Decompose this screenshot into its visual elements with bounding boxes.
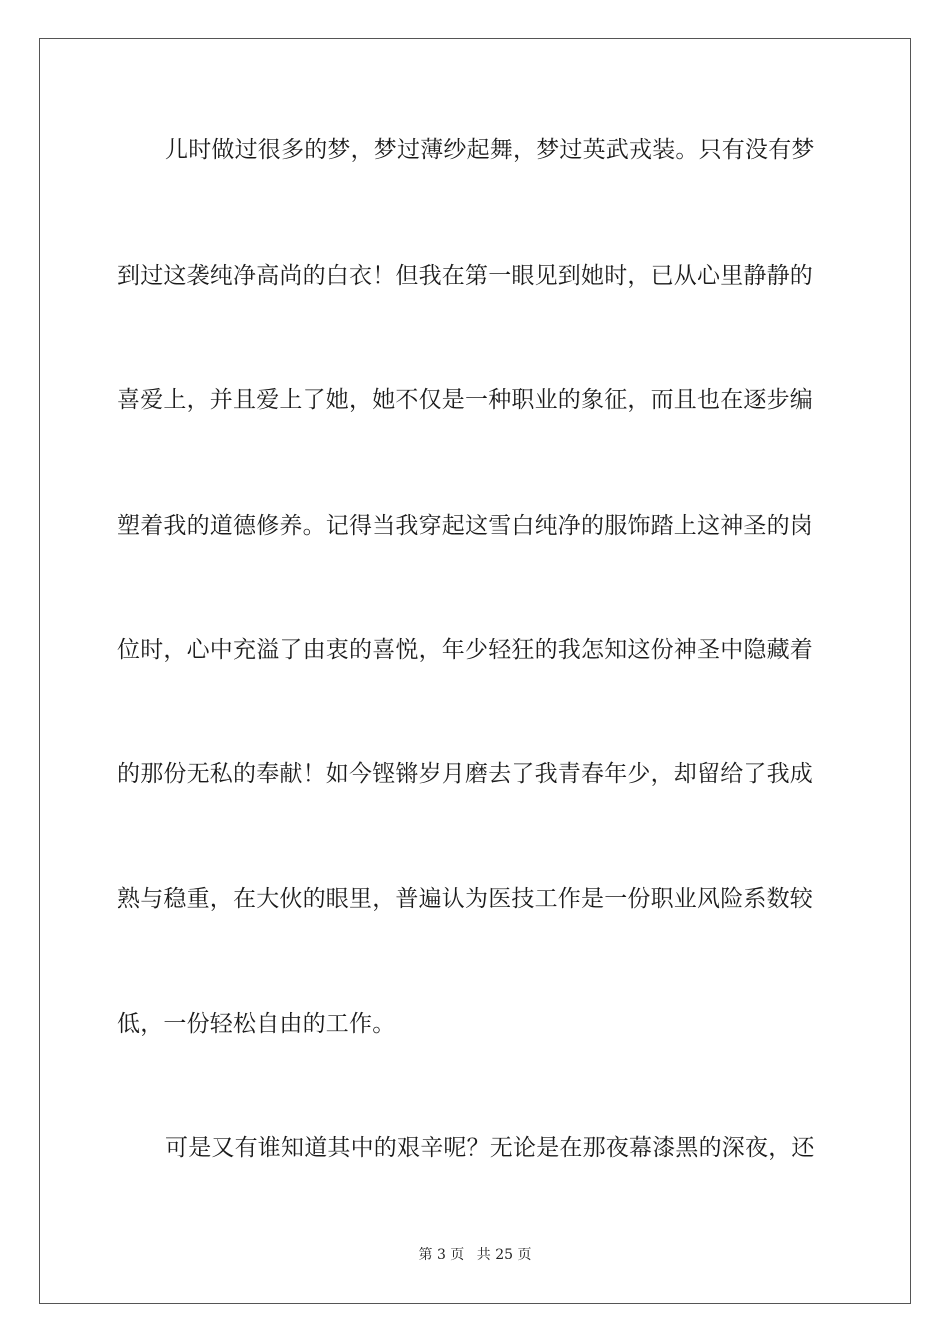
- text-line: 儿时做过很多的梦，梦过薄纱起舞，梦过英武戎装。只有没有梦: [165, 137, 815, 163]
- page-total: 共 25 页: [476, 1247, 532, 1263]
- text-line: 到过这袭纯净高尚的白衣！但我在第一眼见到她时，已从心里静静的: [117, 263, 813, 289]
- text-line: 可是又有谁知道其中的艰辛呢？无论是在那夜幕漆黑的深夜，还: [165, 1135, 815, 1161]
- text-line: 塑着我的道德修养。记得当我穿起这雪白纯净的服饰踏上这神圣的岗: [117, 513, 813, 539]
- text-line: 熟与稳重，在大伙的眼里，普遍认为医技工作是一份职业风险系数较: [117, 886, 813, 912]
- text-line: 位时，心中充溢了由衷的喜悦，年少轻狂的我怎知这份神圣中隐藏着: [117, 637, 813, 663]
- text-line: 低，一份轻松自由的工作。: [117, 1011, 396, 1037]
- page-number: 第 3 页: [418, 1247, 465, 1263]
- text-line: 的那份无私的奉献！如今铿锵岁月磨去了我青春年少，却留给了我成: [117, 761, 813, 787]
- page-footer: [0, 1245, 950, 1265]
- page-frame: [39, 38, 911, 1304]
- text-line: 喜爱上，并且爱上了她，她不仅是一种职业的象征，而且也在逐步编: [117, 387, 813, 413]
